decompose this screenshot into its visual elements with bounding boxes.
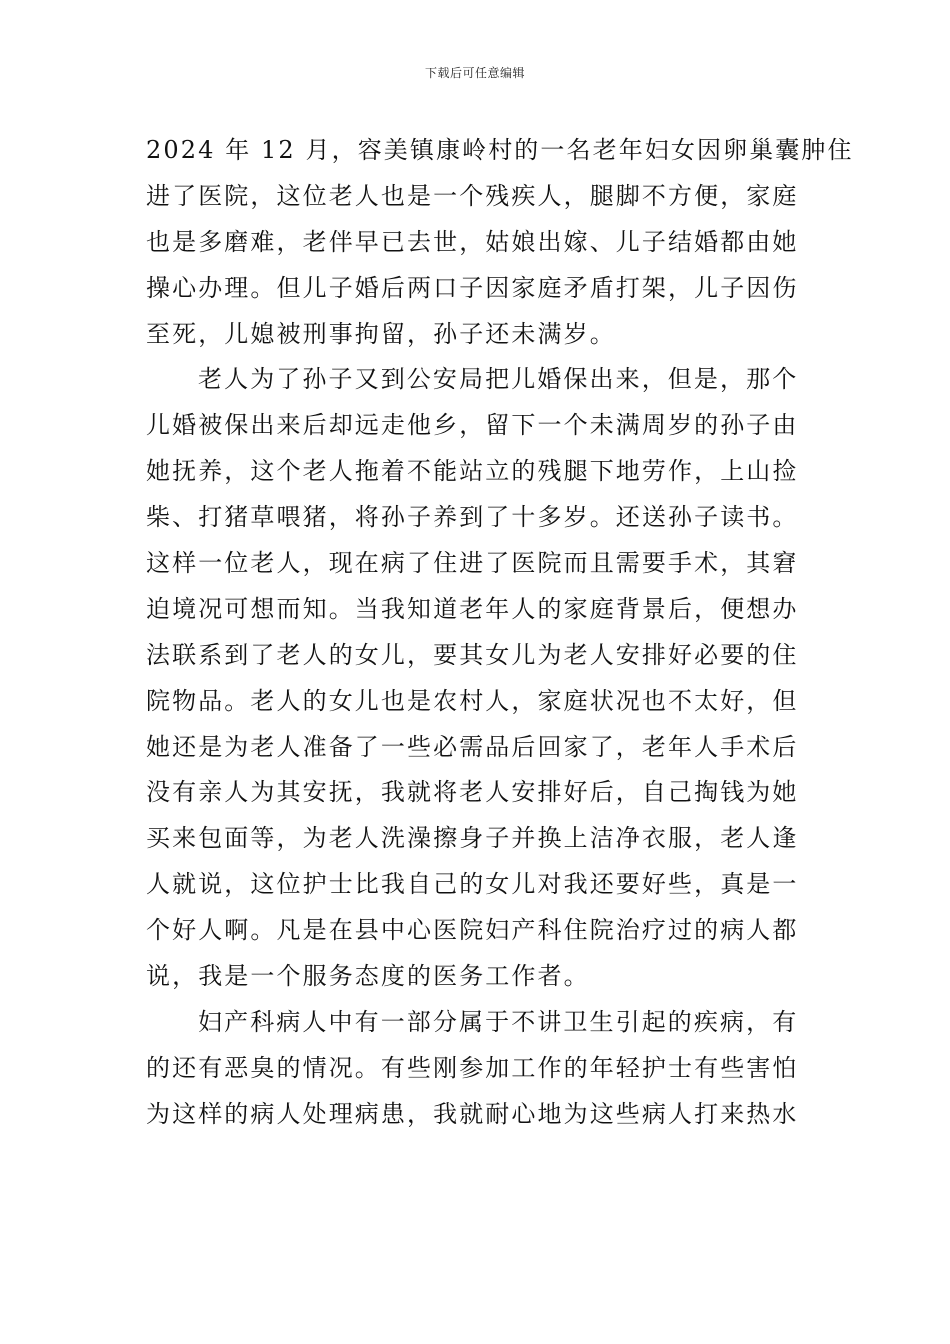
text-line: 她抚养，这个老人拖着不能站立的残腿下地劳作，上山捡 (146, 457, 799, 486)
document-body (146, 128, 854, 1138)
text-line: 进了医院，这位老人也是一个残疾人，腿脚不方便，家庭 (146, 181, 799, 210)
text-line: 至死，儿媳被刑事拘留，孙子还未满岁。 (146, 319, 616, 348)
page-header: 下载后可任意编辑 (424, 66, 525, 80)
paragraph-1 (146, 128, 854, 357)
text-line: 这样一位老人，现在病了住进了医院而且需要手术，其窘 (146, 549, 799, 578)
text-line: 迫境况可想而知。当我知道老年人的家庭背景后，便想办 (146, 594, 799, 623)
text-line: 人就说，这位护士比我自己的女儿对我还要好些，真是一 (146, 870, 799, 899)
text-line: 她还是为老人准备了一些必需品后回家了，老年人手术后 (146, 732, 799, 761)
text-line: 2024 年 12 月，容美镇康岭村的一名老年妇女因卵巢囊肿住 (146, 136, 854, 164)
text-line: 为这样的病人处理病患，我就耐心地为这些病人打来热水 (146, 1099, 799, 1128)
text-line: 老人为了孙子又到公安局把儿婚保出来，但是，那个 (198, 365, 799, 394)
text-line: 柴、打猪草喂猪，将孙子养到了十多岁。还送孙子读书。 (146, 503, 799, 532)
paragraph-2 (146, 357, 806, 999)
text-line: 的还有恶臭的情况。有些刚参加工作的年轻护士有些害怕 (146, 1053, 799, 1082)
text-line: 儿婚被保出来后却远走他乡，留下一个未满周岁的孙子由 (146, 411, 799, 440)
paragraph-3 (146, 1000, 806, 1138)
text-line: 个好人啊。凡是在县中心医院妇产科住院治疗过的病人都 (146, 916, 799, 945)
text-line: 说，我是一个服务态度的医务工作者。 (146, 962, 590, 991)
text-line: 妇产科病人中有一部分属于不讲卫生引起的疾病，有 (198, 1007, 799, 1036)
text-line: 也是多磨难，老伴早已去世，姑娘出嫁、儿子结婚都由她 (146, 227, 799, 256)
text-line: 买来包面等，为老人洗澡擦身子并换上洁净衣服，老人逢 (146, 824, 799, 853)
text-line: 法联系到了老人的女儿，要其女儿为老人安排好必要的住 (146, 640, 799, 669)
text-line: 没有亲人为其安抚，我就将老人安排好后，自己掏钱为她 (146, 778, 799, 807)
text-line: 操心办理。但儿子婚后两口子因家庭矛盾打架，儿子因伤 (146, 273, 799, 302)
text-line: 院物品。老人的女儿也是农村人，家庭状况也不太好，但 (146, 686, 799, 715)
